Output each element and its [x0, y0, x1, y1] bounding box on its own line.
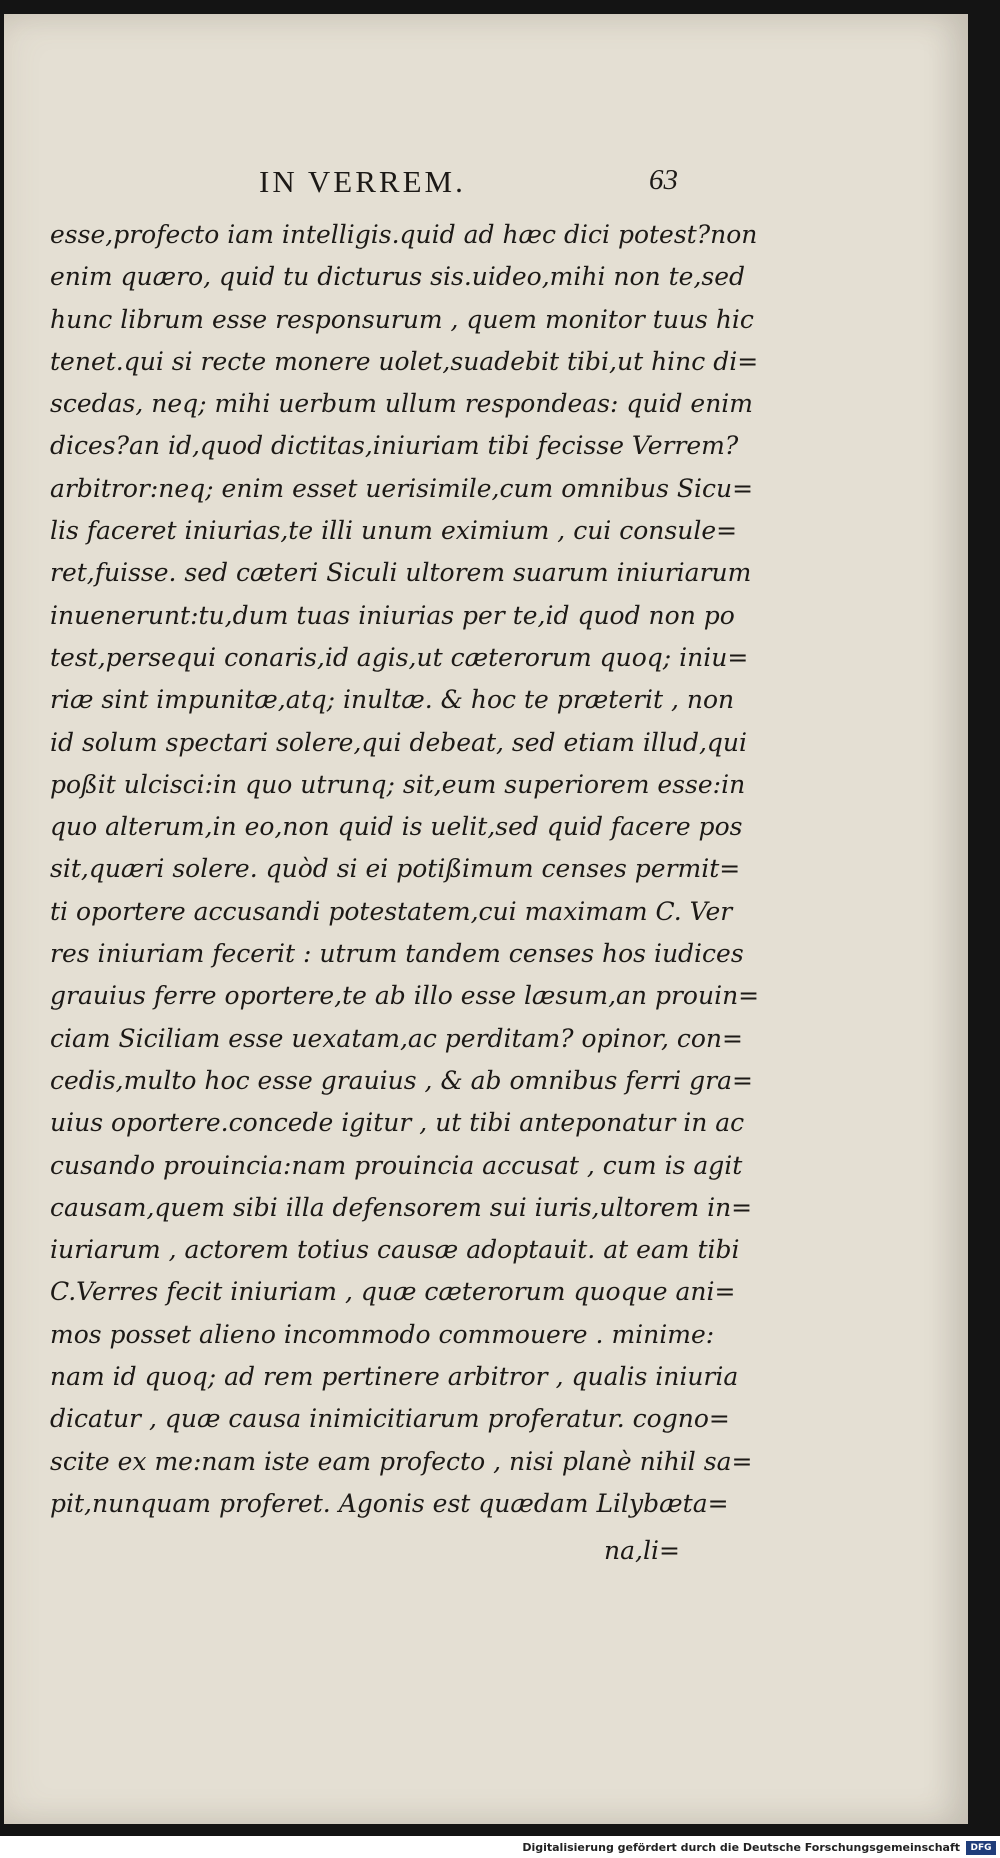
text-line: uius oportere.concede igitur , ut tibi anteponatur in ac — [50, 1108, 745, 1138]
text-line: cedis,multo hoc esse grauius , & ab omnibus ferri gra= — [50, 1065, 753, 1095]
text-line: id solum spectari solere,qui debeat, sed etiam illud,qui — [50, 727, 748, 757]
text-line: ret,fuisse. sed cæteri Siculi ultorem suarum iniuriarum — [50, 558, 752, 588]
text-line: pit,nunquam proferet. Agonis est quædam Lilybæta= — [50, 1488, 729, 1518]
text-line: esse,profecto iam intelligis.quid ad hæc dici potest?non — [50, 220, 758, 249]
text-line: sit,quæri solere. quòd si ei potißimum censes permit= — [50, 854, 741, 884]
text-line: cusando prouincia:nam prouincia accusat , cum is agit — [50, 1150, 743, 1180]
text-line: poßit ulcisci:in quo utrunq; sit,eum superiorem esse:in — [50, 769, 746, 799]
text-line: res iniuriam fecerit : utrum tandem censes hos iudices — [50, 939, 744, 969]
digitization-credit: Digitalisierung gefördert durch die Deutsche Forschungsgemeinschaft — [522, 1841, 960, 1854]
text-line: dicatur , quæ causa inimicitiarum proferatur. cogno= — [50, 1404, 730, 1434]
running-head: IN VERREM. — [259, 164, 466, 199]
text-line: inuenerunt:tu,dum tuas iniurias per te,id quod non po — [50, 600, 735, 630]
text-line: C.Verres fecit iniuriam , quæ cæterorum quoque ani= — [50, 1277, 736, 1307]
text-line: arbitror:neq; enim esset uerisimile,cum omnibus Sicu= — [50, 473, 754, 503]
text-line: tenet.qui si recte monere uolet,suadebit tibi,ut hinc di= — [50, 346, 759, 376]
dfg-logo-icon: DFG — [966, 1841, 996, 1855]
text-line: riæ sint impunitæ,atq; inultæ. & hoc te præterit , non — [50, 685, 735, 715]
text-line: ciam Siciliam esse uexatam,ac perditam? opinor, con= — [50, 1023, 743, 1053]
text-line: quo alterum,in eo,non quid is uelit,sed quid facere pos — [50, 812, 743, 842]
body-text — [50, 214, 760, 1525]
text-line: causam,quem sibi illa defensorem sui iuris,ultorem in= — [50, 1192, 753, 1222]
text-line: dices?an id,quod dictitas,iniuriam tibi fecisse Verrem? — [50, 431, 739, 461]
text-line: scedas, neq; mihi uerbum ullum respondeas: quid enim — [50, 389, 754, 419]
text-line: hunc librum esse responsurum , quem monitor tuus hic — [50, 304, 754, 334]
text-line: lis faceret iniurias,te illi unum eximium , cui consule= — [50, 516, 738, 546]
footer-strip — [0, 1836, 1000, 1858]
page-number: 63 — [649, 164, 678, 196]
catchword: na,li= — [604, 1536, 680, 1565]
text-line: iuriarum , actorem totius causæ adoptauit. at eam tibi — [50, 1235, 740, 1265]
text-line: nam id quoq; ad rem pertinere arbitror , qualis iniuria — [50, 1362, 739, 1392]
text-line: enim quæro, quid tu dicturus sis.uideo,mihi non te,sed — [50, 262, 746, 292]
text-line: ti oportere accusandi potestatem,cui maximam C. Ver — [50, 896, 733, 926]
book-page — [4, 14, 968, 1824]
text-line: mos posset alieno incommodo commouere . minime: — [50, 1319, 715, 1349]
text-line: test,persequi conaris,id agis,ut cæterorum quoq; iniu= — [50, 642, 749, 672]
text-line: grauius ferre oportere,te ab illo esse læsum,an prouin= — [50, 981, 760, 1011]
text-line: scite ex me:nam iste eam profecto , nisi planè nihil sa= — [50, 1446, 753, 1476]
